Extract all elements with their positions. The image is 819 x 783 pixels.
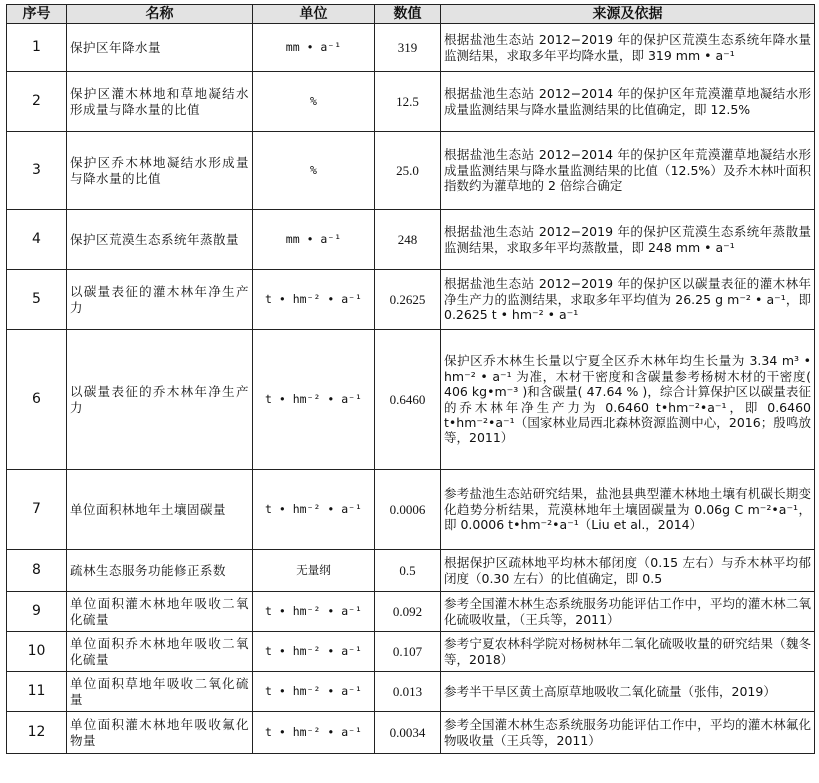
table-row [7, 24, 815, 72]
row-unit: t • hm⁻² • a⁻¹ [253, 592, 375, 632]
table-row [7, 632, 815, 672]
row-name: 单位面积草地年吸收二氧化硫量 [67, 672, 253, 712]
row-index: 2 [7, 72, 67, 132]
parameter-table [6, 4, 815, 754]
row-index: 8 [7, 550, 67, 592]
row-source: 保护区乔木林生长量以宁夏全区乔木林年均生长量为 3.34 m³ • hm⁻² • a⁻¹ 为准，木材干密度和含碳量参考杨树木材的干密度( 406 kg•m⁻³ )和含碳量( 47.64 % )，综合计算保护区以碳量表征的乔木林年净生产力为 0.6460 t•hm⁻²•a⁻¹，即 0.6460 t•hm⁻²•a⁻¹（国家林业局西北森林资源监测中心，2016；殷鸣放等，2011） [441, 330, 815, 470]
header-value: 数值 [375, 5, 441, 24]
row-index: 6 [7, 330, 67, 470]
row-name: 保护区荒漠生态系统年蒸散量 [67, 210, 253, 270]
row-index: 9 [7, 592, 67, 632]
row-value: 12.5 [375, 72, 441, 132]
row-name: 疏林生态服务功能修正系数 [67, 550, 253, 592]
row-unit: t • hm⁻² • a⁻¹ [253, 712, 375, 754]
table-row [7, 330, 815, 470]
row-source: 参考全国灌木林生态系统服务功能评估工作中，平均的灌木林二氧化硫吸收量，（王兵等，2011） [441, 592, 815, 632]
row-source: 参考盐池生态站研究结果，盐池县典型灌木林地土壤有机碳长期变化趋势分析结果，荒漠林地年土壤固碳量为 0.06g C m⁻²•a⁻¹，即 0.0006 t•hm⁻²•a⁻¹（Liu et al.，2014） [441, 470, 815, 550]
row-unit: t • hm⁻² • a⁻¹ [253, 672, 375, 712]
row-unit: t • hm⁻² • a⁻¹ [253, 330, 375, 470]
row-index: 11 [7, 672, 67, 712]
row-value: 319 [375, 24, 441, 72]
header-name: 名称 [67, 5, 253, 24]
row-index: 1 [7, 24, 67, 72]
row-source: 参考宁夏农林科学院对杨树林年二氧化硫吸收量的研究结果（魏冬等，2018） [441, 632, 815, 672]
table-row [7, 270, 815, 330]
table-row [7, 712, 815, 754]
table-row [7, 72, 815, 132]
header-source: 来源及依据 [441, 5, 815, 24]
table-row [7, 210, 815, 270]
row-index: 3 [7, 132, 67, 210]
row-source: 根据盐池生态站 2012−2019 年的保护区荒漠生态系统年蒸散量监测结果，求取多年平均蒸散量，即 248 mm • a⁻¹ [441, 210, 815, 270]
header-unit: 单位 [253, 5, 375, 24]
row-value: 0.092 [375, 592, 441, 632]
row-index: 4 [7, 210, 67, 270]
table-row [7, 470, 815, 550]
row-name: 单位面积灌木林地年吸收氟化物量 [67, 712, 253, 754]
row-name: 以碳量表征的灌木林年净生产力 [67, 270, 253, 330]
row-unit: t • hm⁻² • a⁻¹ [253, 632, 375, 672]
row-value: 0.013 [375, 672, 441, 712]
row-source: 参考全国灌木林生态系统服务功能评估工作中，平均的灌木林氟化物吸收量（王兵等，2011） [441, 712, 815, 754]
row-unit: t • hm⁻² • a⁻¹ [253, 470, 375, 550]
row-unit: mm • a⁻¹ [253, 210, 375, 270]
row-name: 单位面积乔木林地年吸收二氧化硫量 [67, 632, 253, 672]
row-source: 根据盐池生态站 2012−2019 年的保护区以碳量表征的灌木林年净生产力的监测结果，求取多年平均值为 26.25 g m⁻² • a⁻¹，即 0.2625 t • hm⁻² • a⁻¹ [441, 270, 815, 330]
row-unit: % [253, 132, 375, 210]
row-source: 参考半干旱区黄土高原草地吸收二氧化硫量（张伟，2019） [441, 672, 815, 712]
row-name: 保护区灌木林地和草地凝结水形成量与降水量的比值 [67, 72, 253, 132]
row-value: 0.6460 [375, 330, 441, 470]
row-value: 0.107 [375, 632, 441, 672]
row-name: 保护区年降水量 [67, 24, 253, 72]
row-value: 0.0006 [375, 470, 441, 550]
row-name: 以碳量表征的乔木林年净生产力 [67, 330, 253, 470]
row-name: 保护区乔木林地凝结水形成量与降水量的比值 [67, 132, 253, 210]
row-unit: t • hm⁻² • a⁻¹ [253, 270, 375, 330]
row-value: 0.0034 [375, 712, 441, 754]
row-name: 单位面积灌木林地年吸收二氧化硫量 [67, 592, 253, 632]
row-value: 0.5 [375, 550, 441, 592]
row-index: 5 [7, 270, 67, 330]
row-index: 7 [7, 470, 67, 550]
row-source: 根据盐池生态站 2012−2014 年的保护区年荒漠灌草地凝结水形成量监测结果与降水量监测结果的比值（12.5%）及乔木林叶面积指数约为灌草地的 2 倍综合确定 [441, 132, 815, 210]
row-unit: % [253, 72, 375, 132]
row-source: 根据盐池生态站 2012−2019 年的保护区荒漠生态系统年降水量监测结果，求取多年平均降水量，即 319 mm • a⁻¹ [441, 24, 815, 72]
row-value: 248 [375, 210, 441, 270]
row-value: 25.0 [375, 132, 441, 210]
row-index: 10 [7, 632, 67, 672]
parameter-table-container [6, 4, 814, 754]
row-unit: mm • a⁻¹ [253, 24, 375, 72]
row-value: 0.2625 [375, 270, 441, 330]
table-header-row [7, 5, 815, 24]
table-row [7, 672, 815, 712]
row-source: 根据保护区疏林地平均林木郁闭度（0.15 左右）与乔木林平均郁闭度（0.30 左右）的比值确定，即 0.5 [441, 550, 815, 592]
row-name: 单位面积林地年土壤固碳量 [67, 470, 253, 550]
table-row [7, 592, 815, 632]
table-row [7, 550, 815, 592]
row-unit: 无量纲 [253, 550, 375, 592]
table-row [7, 132, 815, 210]
row-source: 根据盐池生态站 2012−2014 年的保护区年荒漠灌草地凝结水形成量监测结果与降水量监测结果的比值确定，即 12.5% [441, 72, 815, 132]
header-index: 序号 [7, 5, 67, 24]
row-index: 12 [7, 712, 67, 754]
